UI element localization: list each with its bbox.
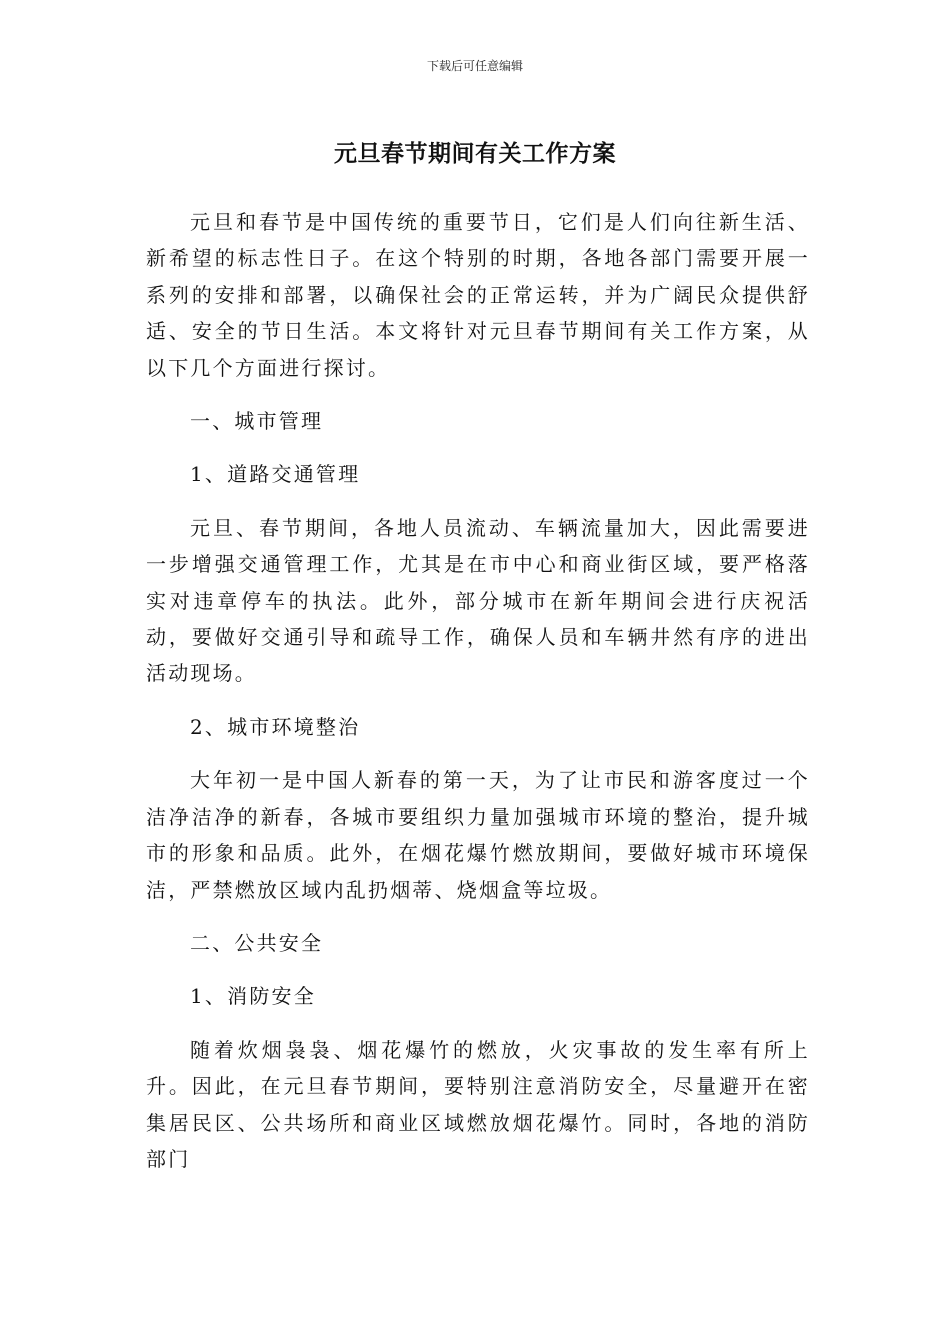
- paragraph-environment: 大年初一是中国人新春的第一天，为了让市民和游客度过一个洁净洁净的新春，各城市要组织力量加强城市环境的整治，提升城市的形象和品质。此外，在烟花爆竹燃放期间，要做好城市环境保洁，严禁燃放区域内乱扔烟蒂、烧烟盒等垃圾。: [146, 768, 810, 902]
- section-heading-public-safety: 二、公共安全: [190, 930, 324, 955]
- subsection-heading-environment: 2、城市环境整治: [190, 714, 361, 739]
- intro-paragraph: 元旦和春节是中国传统的重要节日，它们是人们向往新生活、新希望的标志性日子。在这个特别的时期，各地各部门需要开展一系列的安排和部署，以确保社会的正常运转，并为广阔民众提供舒适、安全的节日生活。本文将针对元旦春节期间有关工作方案，从以下几个方面进行探讨。: [146, 210, 810, 380]
- document-body: [146, 204, 810, 1177]
- paragraph-traffic: 元旦、春节期间，各地人员流动、车辆流量加大，因此需要进一步增强交通管理工作，尤其是在市中心和商业街区域，要严格落实对违章停车的执法。此外，部分城市在新年期间会进行庆祝活动，要做好交通引导和疏导工作，确保人员和车辆井然有序的进出活动现场。: [146, 515, 810, 686]
- subsection-heading-fire-safety: 1、消防安全: [190, 984, 316, 1009]
- subsection-heading-traffic: 1、道路交通管理: [190, 462, 361, 487]
- paragraph-fire-safety: 随着炊烟袅袅、烟花爆竹的燃放，火灾事故的发生率有所上升。因此，在元旦春节期间，要特别注意消防安全，尽量避开在密集居民区、公共场所和商业区域燃放烟花爆竹。同时，各地的消防部门: [146, 1037, 810, 1171]
- header-note: 下载后可任意编辑: [426, 59, 523, 73]
- document-title: 元旦春节期间有关工作方案: [334, 141, 616, 167]
- section-heading-city-management: 一、城市管理: [190, 409, 324, 434]
